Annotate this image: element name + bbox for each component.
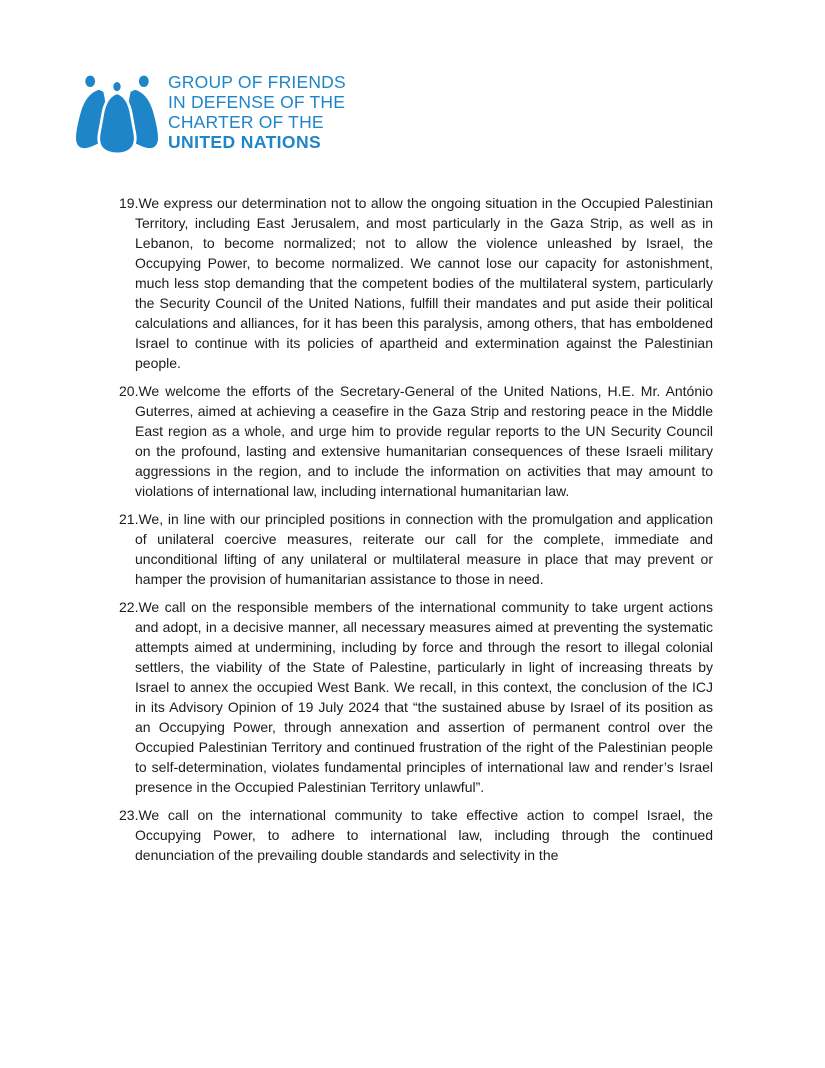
paragraph-20 bbox=[119, 381, 713, 501]
document-text-block bbox=[119, 193, 713, 873]
logo-line-1: GROUP OF FRIENDS bbox=[168, 72, 346, 92]
logo-line-3: CHARTER OF THE bbox=[168, 112, 324, 132]
paragraph-23 bbox=[119, 805, 713, 865]
paragraph-22-number: 22. bbox=[119, 599, 139, 615]
paragraph-21 bbox=[119, 509, 713, 589]
paragraph-20-number: 20. bbox=[119, 383, 139, 399]
paragraph-20-text: We welcome the efforts of the Secretary-General of the United Nations, H.E. Mr. António Guterres, aimed at achieving a ceasefire in the Gaza Strip and restoring peace in the Middle East region as a whole, and urge him to provide regular reports to the UN Security Council on the profound, lasting and extensive humanitarian consequences of these Israeli military aggressions in the region, and to include the information on activities that may amount to violations of international law, including international humanitarian law. bbox=[135, 383, 713, 499]
paragraph-23-number: 23. bbox=[119, 807, 139, 823]
letterhead-logo bbox=[75, 72, 346, 157]
logo-line-4: UNITED NATIONS bbox=[168, 132, 322, 152]
paragraph-22 bbox=[119, 597, 713, 797]
paragraph-23-text: We call on the international community to take effective action to compel Israel, the Occupying Power, to adhere to international law, including through the continued denunciation of the prevailing double standards and selectivity in the bbox=[135, 807, 713, 863]
paragraph-19-number: 19. bbox=[119, 195, 139, 211]
logo-wordmark bbox=[168, 72, 346, 152]
paragraph-19 bbox=[119, 193, 713, 373]
paragraph-21-text: We, in line with our principled positions in connection with the promulgation and application of unilateral coercive measures, reiterate our call for the complete, immediate and unconditional lifting of any unilateral or multilateral measure in place that may prevent or hamper the provision of humanitarian assistance to those in need. bbox=[135, 511, 713, 587]
paragraph-19-text: We express our determination not to allow the ongoing situation in the Occupied Palestinian Territory, including East Jerusalem, and most particularly in the Gaza Strip, as well as in Lebanon, to become normalized; not to allow the violence unleashed by Israel, the Occupying Power, to become normalized. We cannot lose our capacity for astonishment, much less stop demanding that the competent bodies of the multilateral system, particularly the Security Council of the United Nations, fulfill their mandates and put aside their political calculations and alliances, for it has been this paralysis, among others, that has emboldened Israel to continue with its policies of apartheid and extermination against the Palestinian people. bbox=[135, 195, 713, 371]
paragraph-22-text: We call on the responsible members of the international community to take urgent actions and adopt, in a decisive manner, all necessary measures aimed at preventing the systematic attempts aimed at undermining, including by force and through the resort to illegal colonial settlers, the viability of the State of Palestine, particularly in light of increasing threats by Israel to annex the occupied West Bank. We recall, in this context, the conclusion of the ICJ in its Advisory Opinion of 19 July 2024 that “the sustained abuse by Israel of its position as an Occupying Power, through annexation and assertion of permanent control over the Occupied Palestinian Territory and continued frustration of the right of the Palestinian people to self-determination, violates fundamental principles of international law and render’s Israel presence in the Occupied Palestinian Territory unlawful”. bbox=[135, 599, 713, 795]
paragraph-21-number: 21. bbox=[119, 511, 139, 527]
three-figures-icon bbox=[75, 75, 159, 157]
logo-line-2: IN DEFENSE OF THE bbox=[168, 92, 346, 112]
